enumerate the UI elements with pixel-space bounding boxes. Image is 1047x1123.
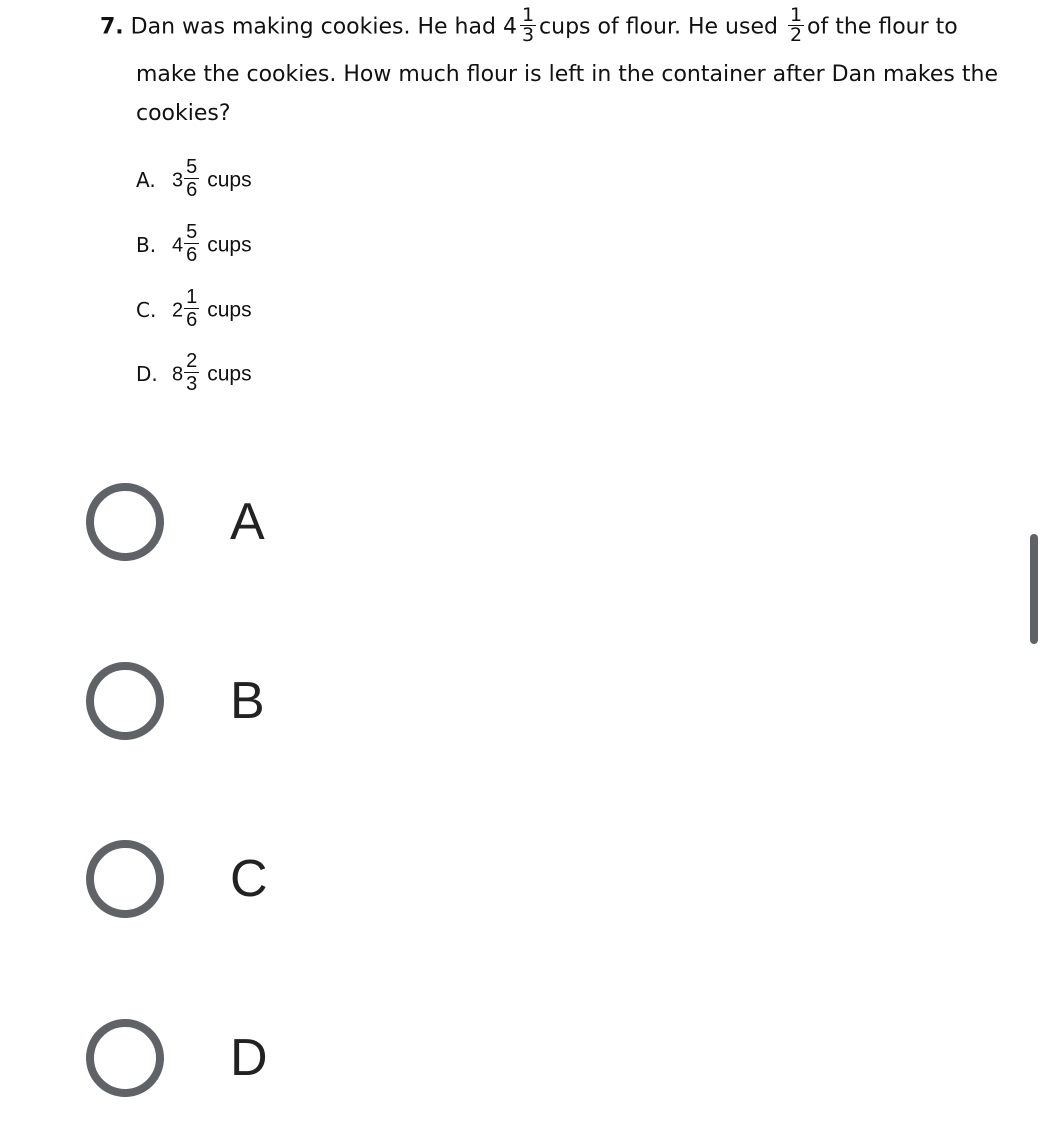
choice-fraction	[184, 350, 199, 395]
choice-fraction	[184, 286, 199, 331]
choice-denominator: 3	[186, 373, 198, 395]
choice-unit: cups	[207, 233, 252, 257]
choice-numerator: 5	[186, 221, 198, 243]
flour-whole: 4	[502, 14, 517, 40]
choice-d	[136, 352, 252, 397]
scrollbar-thumb[interactable]	[1030, 534, 1038, 644]
choice-unit: cups	[207, 298, 252, 322]
option-b[interactable]	[86, 655, 586, 747]
flour-fraction	[520, 6, 536, 45]
option-label-a[interactable]: A	[230, 493, 265, 551]
choice-denominator: 6	[186, 179, 198, 201]
radio-button-b[interactable]	[86, 662, 164, 740]
choice-denominator: 6	[186, 309, 198, 331]
question-text-part-2: cups of flour. He used	[539, 14, 778, 40]
used-denominator: 2	[789, 24, 803, 46]
used-numerator: 1	[789, 4, 803, 26]
flour-numerator: 1	[521, 4, 535, 26]
used-fraction	[788, 6, 804, 45]
choice-unit: cups	[207, 362, 252, 386]
choice-c	[136, 288, 252, 333]
option-a[interactable]	[86, 476, 586, 568]
choice-letter: A.	[136, 167, 156, 192]
question-text-part-1: Dan was making cookies. He had	[130, 14, 496, 40]
radio-button-d[interactable]	[86, 1019, 164, 1097]
option-d[interactable]	[86, 1012, 586, 1104]
question-text-part-3: of the flour to	[807, 14, 958, 40]
choice-letter: B.	[136, 232, 157, 257]
choice-numerator: 2	[186, 350, 198, 372]
choice-letter: D.	[136, 361, 158, 386]
option-c[interactable]	[86, 833, 586, 925]
question-line-1	[100, 4, 958, 47]
radio-button-a[interactable]	[86, 483, 164, 561]
option-label-d[interactable]: D	[230, 1029, 268, 1087]
choice-fraction	[184, 221, 199, 266]
choice-denominator: 6	[186, 244, 198, 266]
question-line-3: cookies?	[136, 101, 231, 126]
choice-whole: 3	[172, 169, 184, 192]
choice-a	[136, 158, 252, 203]
choice-whole: 2	[172, 299, 184, 322]
choice-b	[136, 223, 252, 268]
option-label-b[interactable]: B	[230, 672, 265, 730]
question-number: 7.	[100, 14, 124, 40]
option-label-c[interactable]: C	[230, 850, 268, 908]
choice-fraction	[184, 156, 199, 201]
choice-numerator: 5	[186, 156, 198, 178]
choice-letter: C.	[136, 297, 157, 322]
choice-numerator: 1	[186, 286, 198, 308]
choice-whole: 4	[172, 234, 184, 257]
choice-whole: 8	[172, 363, 184, 386]
flour-denominator: 3	[521, 24, 535, 46]
choice-unit: cups	[207, 168, 252, 192]
question-line-2: make the cookies. How much flour is left in the container after Dan makes the	[136, 62, 998, 87]
radio-button-c[interactable]	[86, 840, 164, 918]
